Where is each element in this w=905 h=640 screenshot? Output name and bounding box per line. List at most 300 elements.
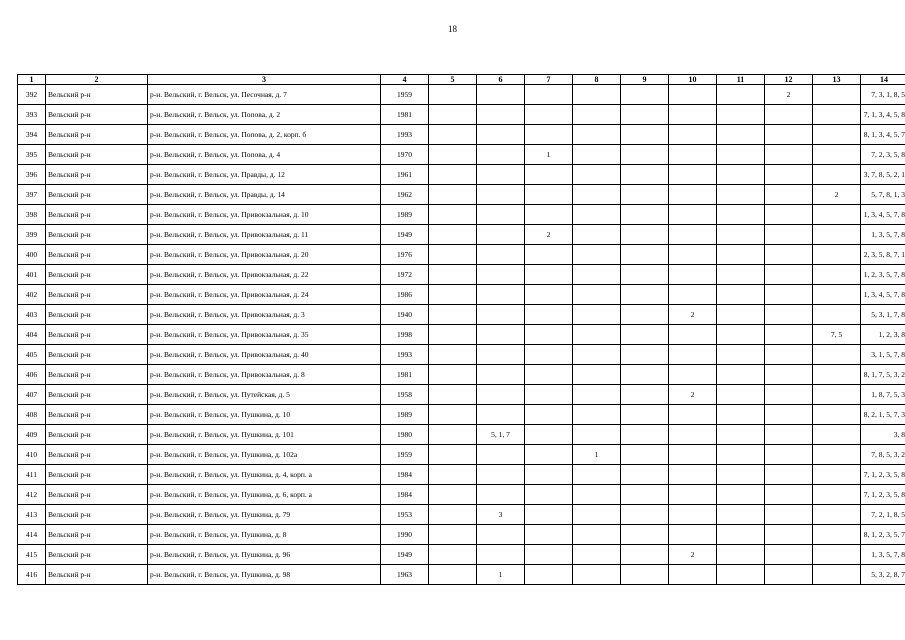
table-cell-col-1: 406 bbox=[18, 365, 46, 385]
table-cell-col-8 bbox=[573, 205, 621, 225]
table-cell-col-10 bbox=[669, 445, 717, 465]
table-cell-col-6 bbox=[477, 85, 525, 105]
table-cell-col-10 bbox=[669, 565, 717, 585]
table-cell-col-10 bbox=[669, 105, 717, 125]
table-cell-col-10 bbox=[669, 125, 717, 145]
table-cell-col-5 bbox=[429, 245, 477, 265]
table-cell-col-3: р-н. Вельский, г. Вельск, ул. Привокзальная, д. 20 bbox=[148, 245, 381, 265]
table-cell-col-12 bbox=[765, 325, 813, 345]
table-cell-col-2: Вельский р-н bbox=[46, 365, 148, 385]
table-cell-col-2: Вельский р-н bbox=[46, 325, 148, 345]
table-cell-col-14: 7, 1, 2, 3, 5, 8 bbox=[861, 465, 905, 485]
table-cell-col-2: Вельский р-н bbox=[46, 425, 148, 445]
table-cell-col-7 bbox=[525, 505, 573, 525]
table-cell-col-14: 7, 3, 1, 8, 5 bbox=[861, 85, 905, 105]
table-cell-col-8 bbox=[573, 225, 621, 245]
table-cell-col-6 bbox=[477, 545, 525, 565]
table-cell-col-9 bbox=[621, 165, 669, 185]
table-cell-col-6 bbox=[477, 145, 525, 165]
table-cell-col-3: р-н. Вельский, г. Вельск, ул. Пушкина, д. 96 bbox=[148, 545, 381, 565]
table-cell-col-13 bbox=[813, 405, 861, 425]
table-cell-col-2: Вельский р-н bbox=[46, 185, 148, 205]
table-cell-col-9 bbox=[621, 365, 669, 385]
table-cell-col-5 bbox=[429, 305, 477, 325]
table-cell-col-7 bbox=[525, 565, 573, 585]
column-header-14: 14 bbox=[861, 75, 905, 85]
table-cell-col-10 bbox=[669, 325, 717, 345]
table-row bbox=[18, 245, 905, 265]
table-row bbox=[18, 425, 905, 445]
table-cell-col-3: р-н. Вельский, г. Вельск, ул. Попова, д. 2, корп. б bbox=[148, 125, 381, 145]
table-cell-col-10: 2 bbox=[669, 385, 717, 405]
table-cell-col-7 bbox=[525, 465, 573, 485]
table-cell-col-12 bbox=[765, 125, 813, 145]
table-cell-col-10 bbox=[669, 165, 717, 185]
table-cell-col-4: 1959 bbox=[381, 85, 429, 105]
table-cell-col-4: 1993 bbox=[381, 345, 429, 365]
table-cell-col-8 bbox=[573, 105, 621, 125]
table-cell-col-7: 2 bbox=[525, 225, 573, 245]
table-cell-col-3: р-н. Вельский, г. Вельск, ул. Пушкина, д. 8 bbox=[148, 525, 381, 545]
table-cell-col-1: 415 bbox=[18, 545, 46, 565]
table-cell-col-13 bbox=[813, 85, 861, 105]
table-cell-col-11 bbox=[717, 485, 765, 505]
housing-table bbox=[17, 74, 905, 585]
table-cell-col-11 bbox=[717, 385, 765, 405]
table-cell-col-12 bbox=[765, 525, 813, 545]
table-cell-col-1: 409 bbox=[18, 425, 46, 445]
table-cell-col-7 bbox=[525, 485, 573, 505]
table-cell-col-6 bbox=[477, 445, 525, 465]
table-cell-col-12 bbox=[765, 105, 813, 125]
table-cell-col-4: 1981 bbox=[381, 365, 429, 385]
table-cell-col-10 bbox=[669, 245, 717, 265]
table-cell-col-2: Вельский р-н bbox=[46, 105, 148, 125]
table-cell-col-11 bbox=[717, 505, 765, 525]
table-cell-col-10: 2 bbox=[669, 305, 717, 325]
table-cell-col-12 bbox=[765, 305, 813, 325]
table-cell-col-14: 3, 7, 8, 5, 2, 1 bbox=[861, 165, 905, 185]
table-cell-col-12 bbox=[765, 365, 813, 385]
table-cell-col-5 bbox=[429, 485, 477, 505]
table-cell-col-11 bbox=[717, 365, 765, 385]
table-cell-col-5 bbox=[429, 345, 477, 365]
table-cell-col-4: 1970 bbox=[381, 145, 429, 165]
table-cell-col-1: 416 bbox=[18, 565, 46, 585]
table-cell-col-12 bbox=[765, 425, 813, 445]
table-cell-col-2: Вельский р-н bbox=[46, 505, 148, 525]
table-cell-col-7 bbox=[525, 345, 573, 365]
table-cell-col-12 bbox=[765, 265, 813, 285]
table-cell-col-3: р-н. Вельский, г. Вельск, ул. Правды, д. 14 bbox=[148, 185, 381, 205]
table-cell-col-8 bbox=[573, 245, 621, 265]
table-cell-col-5 bbox=[429, 285, 477, 305]
table-cell-col-13 bbox=[813, 245, 861, 265]
table-cell-col-5 bbox=[429, 385, 477, 405]
table-cell-col-11 bbox=[717, 565, 765, 585]
table-cell-col-13 bbox=[813, 125, 861, 145]
table-cell-col-13 bbox=[813, 225, 861, 245]
table-cell-col-9 bbox=[621, 145, 669, 165]
table-cell-col-9 bbox=[621, 285, 669, 305]
table-cell-col-10 bbox=[669, 365, 717, 385]
table-row bbox=[18, 545, 905, 565]
table-cell-col-7 bbox=[525, 185, 573, 205]
table-cell-col-11 bbox=[717, 525, 765, 545]
table-cell-col-1: 399 bbox=[18, 225, 46, 245]
table-cell-col-14: 5, 7, 8, 1, 3 bbox=[861, 185, 905, 205]
table-body bbox=[18, 85, 905, 585]
table-cell-col-3: р-н. Вельский, г. Вельск, ул. Попова, д. 2 bbox=[148, 105, 381, 125]
table-cell-col-12 bbox=[765, 405, 813, 425]
table-cell-col-3: р-н. Вельский, г. Вельск, ул. Пушкина, д. 79 bbox=[148, 505, 381, 525]
table-cell-col-1: 411 bbox=[18, 465, 46, 485]
table-cell-col-13 bbox=[813, 365, 861, 385]
table-cell-col-4: 1984 bbox=[381, 485, 429, 505]
table-row bbox=[18, 565, 905, 585]
table-row bbox=[18, 405, 905, 425]
table-cell-col-12 bbox=[765, 485, 813, 505]
table-cell-col-11 bbox=[717, 125, 765, 145]
table-cell-col-10 bbox=[669, 405, 717, 425]
table-cell-col-12 bbox=[765, 385, 813, 405]
table-cell-col-14: 8, 1, 3, 4, 5, 7 bbox=[861, 125, 905, 145]
table-cell-col-14: 1, 8, 7, 5, 3 bbox=[861, 385, 905, 405]
table-cell-col-8 bbox=[573, 305, 621, 325]
table-cell-col-4: 1989 bbox=[381, 405, 429, 425]
table-cell-col-6 bbox=[477, 125, 525, 145]
table-cell-col-11 bbox=[717, 85, 765, 105]
table-cell-col-4: 1984 bbox=[381, 465, 429, 485]
table-cell-col-4: 1940 bbox=[381, 305, 429, 325]
table-cell-col-14: 1, 3, 5, 7, 8 bbox=[861, 545, 905, 565]
table-cell-col-5 bbox=[429, 225, 477, 245]
table-cell-col-3: р-н. Вельский, г. Вельск, ул. Попова, д. 4 bbox=[148, 145, 381, 165]
table-cell-col-13 bbox=[813, 265, 861, 285]
table-cell-col-8 bbox=[573, 385, 621, 405]
table-cell-col-7 bbox=[525, 445, 573, 465]
table-cell-col-2: Вельский р-н bbox=[46, 145, 148, 165]
table-cell-col-8 bbox=[573, 525, 621, 545]
table-cell-col-5 bbox=[429, 265, 477, 285]
table-cell-col-12 bbox=[765, 545, 813, 565]
table-cell-col-13 bbox=[813, 525, 861, 545]
table-cell-col-2: Вельский р-н bbox=[46, 165, 148, 185]
table-cell-col-5 bbox=[429, 505, 477, 525]
table-cell-col-9 bbox=[621, 385, 669, 405]
column-header-9: 9 bbox=[621, 75, 669, 85]
table-cell-col-1: 397 bbox=[18, 185, 46, 205]
table-cell-col-9 bbox=[621, 545, 669, 565]
column-header-7: 7 bbox=[525, 75, 573, 85]
table-cell-col-14: 5, 3, 2, 8, 7 bbox=[861, 565, 905, 585]
table-cell-col-11 bbox=[717, 265, 765, 285]
table-cell-col-6: 3 bbox=[477, 505, 525, 525]
table-cell-col-5 bbox=[429, 445, 477, 465]
table-cell-col-8 bbox=[573, 485, 621, 505]
table-cell-col-13 bbox=[813, 165, 861, 185]
table-cell-col-12 bbox=[765, 245, 813, 265]
table-cell-col-2: Вельский р-н bbox=[46, 525, 148, 545]
table-cell-col-1: 407 bbox=[18, 385, 46, 405]
table-cell-col-7 bbox=[525, 245, 573, 265]
table-cell-col-7 bbox=[525, 325, 573, 345]
table-cell-col-9 bbox=[621, 325, 669, 345]
table-cell-col-1: 410 bbox=[18, 445, 46, 465]
table-cell-col-2: Вельский р-н bbox=[46, 125, 148, 145]
table-cell-col-2: Вельский р-н bbox=[46, 85, 148, 105]
table-cell-col-10 bbox=[669, 145, 717, 165]
table-cell-col-12 bbox=[765, 565, 813, 585]
table-cell-col-2: Вельский р-н bbox=[46, 465, 148, 485]
table-cell-col-12 bbox=[765, 145, 813, 165]
table-cell-col-2: Вельский р-н bbox=[46, 305, 148, 325]
table-cell-col-12 bbox=[765, 205, 813, 225]
table-cell-col-3: р-н. Вельский, г. Вельск, ул. Путейская, д. 5 bbox=[148, 385, 381, 405]
table-cell-col-1: 393 bbox=[18, 105, 46, 125]
table-cell-col-7: 1 bbox=[525, 145, 573, 165]
table-cell-col-8 bbox=[573, 325, 621, 345]
table-cell-col-11 bbox=[717, 345, 765, 365]
table-cell-col-4: 1959 bbox=[381, 445, 429, 465]
table-cell-col-1: 405 bbox=[18, 345, 46, 365]
table-cell-col-13 bbox=[813, 485, 861, 505]
table-cell-col-8 bbox=[573, 345, 621, 365]
table-cell-col-3: р-н. Вельский, г. Вельск, ул. Пушкина, д. 6, корп. а bbox=[148, 485, 381, 505]
table-cell-col-14: 1, 3, 4, 5, 7, 8 bbox=[861, 205, 905, 225]
table-cell-col-4: 1980 bbox=[381, 425, 429, 445]
table-cell-col-8 bbox=[573, 465, 621, 485]
table-cell-col-7 bbox=[525, 125, 573, 145]
table-cell-col-3: р-н. Вельский, г. Вельск, ул. Привокзальная, д. 24 bbox=[148, 285, 381, 305]
table-cell-col-1: 403 bbox=[18, 305, 46, 325]
table-cell-col-2: Вельский р-н bbox=[46, 285, 148, 305]
table-cell-col-1: 412 bbox=[18, 485, 46, 505]
table-cell-col-2: Вельский р-н bbox=[46, 265, 148, 285]
table-cell-col-10 bbox=[669, 285, 717, 305]
table-cell-col-4: 1958 bbox=[381, 385, 429, 405]
table-cell-col-8 bbox=[573, 85, 621, 105]
table-cell-col-14: 3, 1, 5, 7, 8 bbox=[861, 345, 905, 365]
table-cell-col-9 bbox=[621, 245, 669, 265]
column-header-6: 6 bbox=[477, 75, 525, 85]
table-cell-col-11 bbox=[717, 425, 765, 445]
table-cell-col-11 bbox=[717, 405, 765, 425]
table-cell-col-5 bbox=[429, 405, 477, 425]
table-cell-col-6 bbox=[477, 325, 525, 345]
table-cell-col-9 bbox=[621, 205, 669, 225]
column-header-3: 3 bbox=[148, 75, 381, 85]
table-cell-col-4: 1990 bbox=[381, 525, 429, 545]
table-cell-col-13 bbox=[813, 305, 861, 325]
table-cell-col-11 bbox=[717, 165, 765, 185]
table-cell-col-11 bbox=[717, 225, 765, 245]
table-cell-col-3: р-н. Вельский, г. Вельск, ул. Пушкина, д. 10 bbox=[148, 405, 381, 425]
table-cell-col-8 bbox=[573, 185, 621, 205]
table-cell-col-14: 1, 2, 3, 5, 7, 8 bbox=[861, 265, 905, 285]
table-cell-col-4: 1961 bbox=[381, 165, 429, 185]
table-cell-col-1: 413 bbox=[18, 505, 46, 525]
table-cell-col-9 bbox=[621, 485, 669, 505]
table-cell-col-9 bbox=[621, 465, 669, 485]
table-cell-col-1: 400 bbox=[18, 245, 46, 265]
table-cell-col-14: 8, 2, 1, 5, 7, 3 bbox=[861, 405, 905, 425]
header-row bbox=[18, 75, 905, 85]
table-cell-col-10 bbox=[669, 225, 717, 245]
table-cell-col-5 bbox=[429, 165, 477, 185]
table-cell-col-4: 1972 bbox=[381, 265, 429, 285]
table-cell-col-5 bbox=[429, 85, 477, 105]
table-cell-col-6 bbox=[477, 165, 525, 185]
table-cell-col-13 bbox=[813, 285, 861, 305]
column-header-10: 10 bbox=[669, 75, 717, 85]
table-cell-col-14: 7, 8, 5, 3, 2 bbox=[861, 445, 905, 465]
table-cell-col-11 bbox=[717, 145, 765, 165]
table-cell-col-10 bbox=[669, 185, 717, 205]
table-cell-col-4: 1986 bbox=[381, 285, 429, 305]
table-cell-col-4: 1976 bbox=[381, 245, 429, 265]
table-cell-col-5 bbox=[429, 185, 477, 205]
table-cell-col-7 bbox=[525, 105, 573, 125]
table-cell-col-7 bbox=[525, 205, 573, 225]
table-cell-col-8 bbox=[573, 565, 621, 585]
table-cell-col-1: 404 bbox=[18, 325, 46, 345]
table-cell-col-10 bbox=[669, 425, 717, 445]
table-cell-col-6: 1 bbox=[477, 565, 525, 585]
table-cell-col-1: 392 bbox=[18, 85, 46, 105]
table-cell-col-11 bbox=[717, 445, 765, 465]
table-cell-col-13 bbox=[813, 345, 861, 365]
table-cell-col-11 bbox=[717, 205, 765, 225]
table-cell-col-11 bbox=[717, 285, 765, 305]
table-cell-col-8 bbox=[573, 165, 621, 185]
table-cell-col-4: 1963 bbox=[381, 565, 429, 585]
table-row bbox=[18, 305, 905, 325]
table-header bbox=[18, 75, 905, 85]
table-cell-col-9 bbox=[621, 185, 669, 205]
page-number: 18 bbox=[448, 24, 457, 34]
table-cell-col-12 bbox=[765, 505, 813, 525]
table-row bbox=[18, 485, 905, 505]
table-cell-col-1: 414 bbox=[18, 525, 46, 545]
table-cell-col-14: 2, 3, 5, 8, 7, 1 bbox=[861, 245, 905, 265]
table-cell-col-5 bbox=[429, 525, 477, 545]
table-cell-col-2: Вельский р-н bbox=[46, 485, 148, 505]
table-cell-col-3: р-н. Вельский, г. Вельск, ул. Привокзальная, д. 11 bbox=[148, 225, 381, 245]
table-cell-col-6 bbox=[477, 405, 525, 425]
table-cell-col-14: 7, 1, 2, 3, 5, 8 bbox=[861, 485, 905, 505]
table-cell-col-6 bbox=[477, 285, 525, 305]
column-header-5: 5 bbox=[429, 75, 477, 85]
column-header-12: 12 bbox=[765, 75, 813, 85]
table-cell-col-12 bbox=[765, 465, 813, 485]
table-cell-col-8 bbox=[573, 505, 621, 525]
table-cell-col-11 bbox=[717, 465, 765, 485]
table-row bbox=[18, 285, 905, 305]
table-cell-col-10 bbox=[669, 85, 717, 105]
table-cell-col-5 bbox=[429, 105, 477, 125]
table-cell-col-9 bbox=[621, 525, 669, 545]
table-cell-col-10 bbox=[669, 345, 717, 365]
table-cell-col-11 bbox=[717, 185, 765, 205]
table-cell-col-5 bbox=[429, 425, 477, 445]
table-cell-col-7 bbox=[525, 305, 573, 325]
table-cell-col-14: 7, 1, 3, 4, 5, 8 bbox=[861, 105, 905, 125]
table-cell-col-3: р-н. Вельский, г. Вельск, ул. Привокзальная, д. 8 bbox=[148, 365, 381, 385]
table-cell-col-12 bbox=[765, 225, 813, 245]
table-cell-col-6 bbox=[477, 465, 525, 485]
table-cell-col-13 bbox=[813, 145, 861, 165]
table-cell-col-6 bbox=[477, 385, 525, 405]
column-header-1: 1 bbox=[18, 75, 46, 85]
table-cell-col-9 bbox=[621, 105, 669, 125]
table-cell-col-6 bbox=[477, 245, 525, 265]
table-cell-col-4: 1962 bbox=[381, 185, 429, 205]
table-row bbox=[18, 85, 905, 105]
table-cell-col-6 bbox=[477, 205, 525, 225]
table-cell-col-9 bbox=[621, 505, 669, 525]
table-cell-col-7 bbox=[525, 425, 573, 445]
table-cell-col-3: р-н. Вельский, г. Вельск, ул. Привокзальная, д. 40 bbox=[148, 345, 381, 365]
table-cell-col-3: р-н. Вельский, г. Вельск, ул. Привокзальная, д. 3 bbox=[148, 305, 381, 325]
table-cell-col-2: Вельский р-н bbox=[46, 565, 148, 585]
table-cell-col-14: 8, 1, 7, 5, 3, 2 bbox=[861, 365, 905, 385]
table-cell-col-12 bbox=[765, 185, 813, 205]
table-cell-col-14: 1, 3, 4, 5, 7, 8 bbox=[861, 285, 905, 305]
table-cell-col-7 bbox=[525, 165, 573, 185]
table-cell-col-10 bbox=[669, 465, 717, 485]
table-cell-col-6 bbox=[477, 265, 525, 285]
table-cell-col-4: 1949 bbox=[381, 225, 429, 245]
table-cell-col-1: 396 bbox=[18, 165, 46, 185]
table-cell-col-6 bbox=[477, 365, 525, 385]
table-cell-col-11 bbox=[717, 545, 765, 565]
table-cell-col-13: 7, 5 bbox=[813, 325, 861, 345]
table-cell-col-5 bbox=[429, 365, 477, 385]
table-row bbox=[18, 445, 905, 465]
table-cell-col-8 bbox=[573, 145, 621, 165]
table-cell-col-5 bbox=[429, 205, 477, 225]
table-cell-col-2: Вельский р-н bbox=[46, 205, 148, 225]
table-cell-col-9 bbox=[621, 405, 669, 425]
table-cell-col-14: 1, 2, 3, 8 bbox=[861, 325, 905, 345]
table-cell-col-2: Вельский р-н bbox=[46, 545, 148, 565]
table-cell-col-6 bbox=[477, 345, 525, 365]
table-row bbox=[18, 145, 905, 165]
table-cell-col-10 bbox=[669, 265, 717, 285]
table-cell-col-5 bbox=[429, 565, 477, 585]
table-cell-col-6 bbox=[477, 525, 525, 545]
table-cell-col-9 bbox=[621, 225, 669, 245]
table-cell-col-9 bbox=[621, 85, 669, 105]
table-row bbox=[18, 165, 905, 185]
table-cell-col-7 bbox=[525, 525, 573, 545]
table-cell-col-11 bbox=[717, 105, 765, 125]
table-cell-col-2: Вельский р-н bbox=[46, 245, 148, 265]
table-row bbox=[18, 205, 905, 225]
table-cell-col-9 bbox=[621, 125, 669, 145]
table-cell-col-14: 3, 8 bbox=[861, 425, 905, 445]
table-cell-col-12 bbox=[765, 345, 813, 365]
table-row bbox=[18, 225, 905, 245]
table-cell-col-3: р-н. Вельский, г. Вельск, ул. Пушкина, д. 4, корп. а bbox=[148, 465, 381, 485]
table-cell-col-2: Вельский р-н bbox=[46, 385, 148, 405]
table-cell-col-8 bbox=[573, 545, 621, 565]
table-cell-col-9 bbox=[621, 445, 669, 465]
table-cell-col-7 bbox=[525, 85, 573, 105]
column-header-4: 4 bbox=[381, 75, 429, 85]
table-cell-col-10 bbox=[669, 485, 717, 505]
